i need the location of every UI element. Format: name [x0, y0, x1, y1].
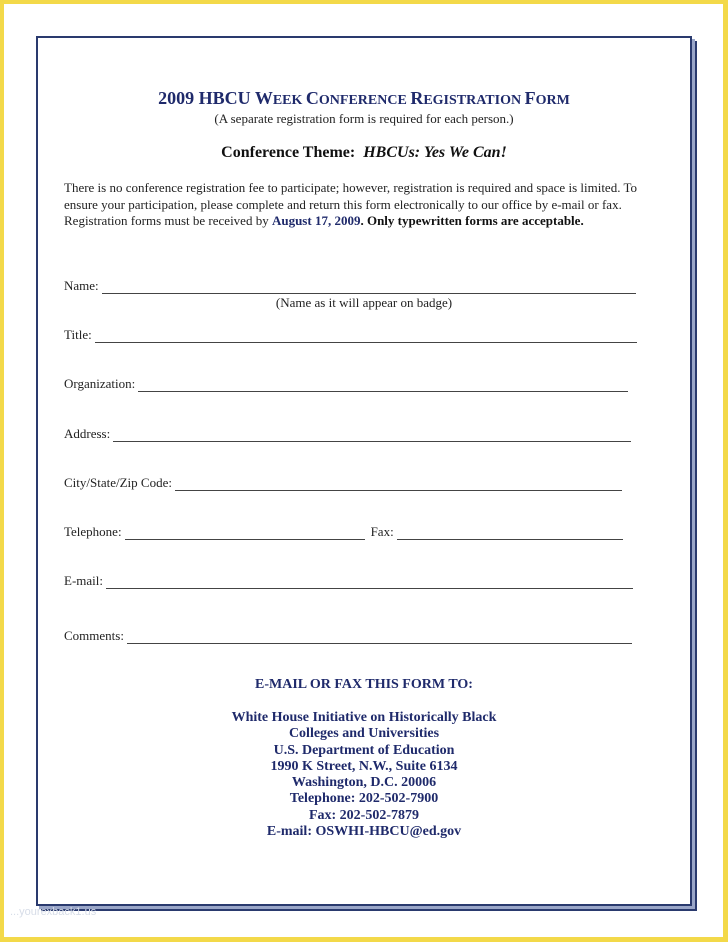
contact-telephone: Telephone: 202-502-7900 — [289, 791, 439, 807]
watermark: ...yourexback1.us — [10, 906, 97, 918]
title-label: Title: — [64, 327, 92, 342]
comments-label: Comments: — [64, 628, 124, 643]
theme-label: Conference Theme: — [221, 144, 356, 161]
comments-field-row — [64, 628, 632, 644]
comments-input-line[interactable] — [127, 631, 632, 644]
address-input-line[interactable] — [113, 429, 631, 442]
intro-paragraph — [64, 180, 664, 230]
title-year: 2009 HBCU — [158, 88, 255, 108]
telephone-input-line[interactable] — [125, 527, 365, 540]
mail-to-heading: E-MAIL OR FAX THIS FORM TO: — [255, 677, 473, 692]
deadline-date: August 17, 2009 — [271, 213, 361, 228]
organization-label: Organization: — [64, 376, 136, 391]
conference-theme — [0, 144, 728, 162]
organization-input-line[interactable] — [138, 379, 628, 392]
form-subtitle: (A separate registration form is required for each person.) — [214, 111, 514, 126]
address-line: U.S. Department of Education — [273, 742, 455, 758]
title-part: W — [254, 88, 273, 108]
badge-note: (Name as it will appear on badge) — [275, 295, 453, 310]
fax-label: Fax: — [370, 524, 394, 539]
address-line: Colleges and Universities — [288, 726, 440, 742]
name-input-line[interactable] — [102, 281, 636, 294]
title-part: ORM — [535, 93, 570, 108]
fax-input-line[interactable] — [397, 527, 623, 540]
intro-text: There is no conference registration fee to participate; however, registration is required and space is limited. To ensure your participation, please complete and return this form electronically to our office by e-mail or fax. Registration forms must be received by — [64, 180, 638, 228]
name-field-row — [64, 278, 636, 294]
name-label: Name: — [64, 278, 99, 293]
title-part: F — [524, 88, 536, 108]
address-line: White House Initiative on Historically Black — [231, 710, 497, 725]
title-input-line[interactable] — [95, 330, 637, 343]
title-field-row — [64, 327, 637, 343]
typewritten-requirement: Only typewritten forms are acceptable. — [366, 213, 584, 228]
title-part: C — [305, 88, 319, 108]
address-label: Address: — [64, 426, 111, 441]
email-label: E-mail: — [64, 573, 103, 588]
address-field-row — [64, 426, 631, 442]
title-part: EEK — [272, 93, 306, 108]
contact-email: E-mail: OSWHI-HBCU@ed.gov — [266, 824, 462, 840]
address-line: Washington, D.C. 20006 — [291, 775, 437, 791]
email-field-row — [64, 573, 633, 589]
form-title — [0, 88, 728, 109]
email-input-line[interactable] — [106, 576, 633, 589]
mailing-address — [0, 710, 728, 840]
address-line: 1990 K Street, N.W., Suite 6134 — [270, 758, 458, 774]
telephone-fax-field-row — [64, 524, 623, 540]
title-part: EGISTRATION — [423, 93, 525, 108]
city-field-row — [64, 475, 622, 491]
title-part: R — [410, 88, 424, 108]
city-state-zip-input-line[interactable] — [175, 478, 622, 491]
city-state-zip-label: City/State/Zip Code: — [64, 475, 172, 490]
contact-fax: Fax: 202-502-7879 — [308, 807, 420, 823]
intro-period: . — [360, 213, 367, 228]
title-part: ONFERENCE — [318, 93, 411, 108]
organization-field-row — [64, 376, 628, 392]
telephone-label: Telephone: — [64, 524, 122, 539]
theme-value: HBCUs: Yes We Can! — [363, 144, 507, 161]
